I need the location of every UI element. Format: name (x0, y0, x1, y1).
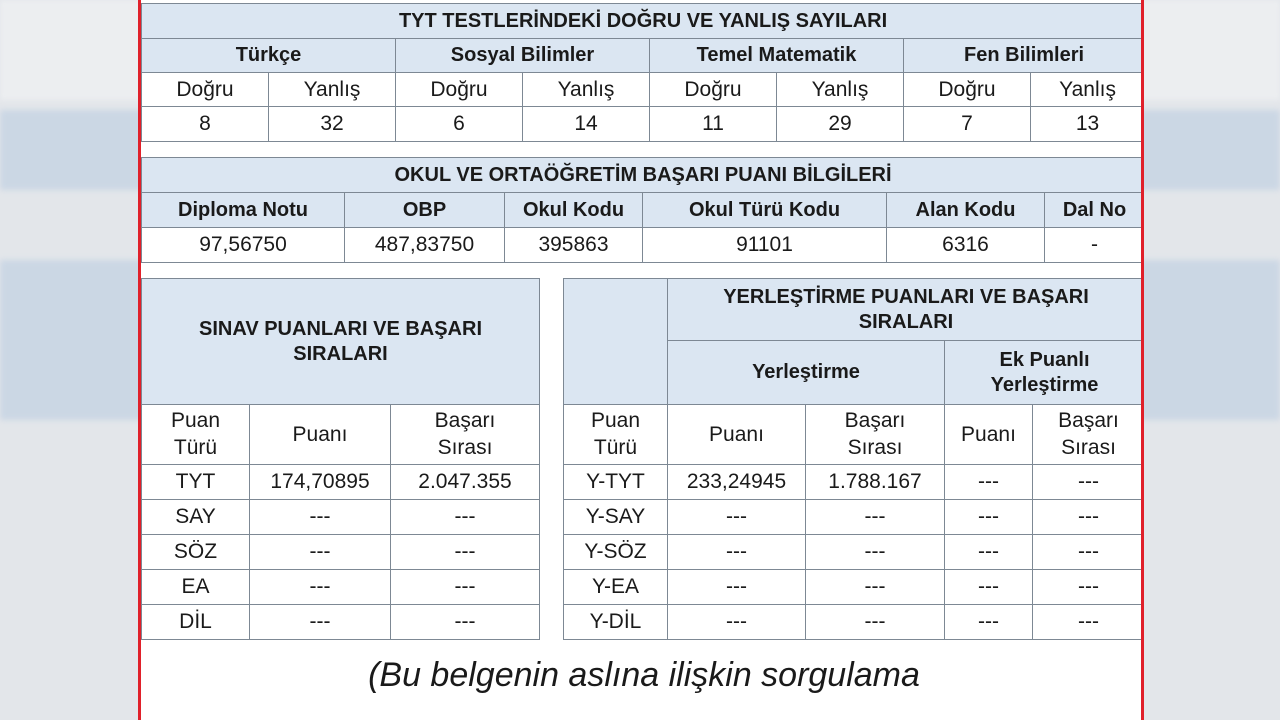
placement-row-rank: 1.788.167 (806, 465, 945, 500)
placement-row-rank: --- (806, 570, 945, 605)
exam-row-rank: --- (391, 500, 540, 535)
exam-row-type: SAY (142, 500, 250, 535)
placement-row-score: --- (668, 535, 806, 570)
exam-row-type: TYT (142, 465, 250, 500)
count-value: 32 (269, 107, 396, 142)
exam-row-rank: --- (391, 570, 540, 605)
placement-corner (564, 279, 668, 405)
extra-row-score: --- (945, 500, 1033, 535)
exam-row-type: EA (142, 570, 250, 605)
col-label: Doğru (396, 73, 523, 107)
school-value: 6316 (887, 228, 1045, 263)
placement-row-rank: --- (806, 605, 945, 640)
col-label: Yanlış (523, 73, 650, 107)
placement-header: Puanı (668, 405, 806, 465)
exam-row-rank: --- (391, 535, 540, 570)
placement-row-type: Y-SÖZ (564, 535, 668, 570)
subject-sosyal: Sosyal Bilimler (396, 39, 650, 73)
tyt-counts-table (141, 3, 1144, 142)
placement-row-rank: --- (806, 535, 945, 570)
col-label: Yanlış (269, 73, 396, 107)
extra-row-rank: --- (1033, 570, 1145, 605)
verification-note: (Bu belgenin aslına ilişkin sorgulama (368, 656, 920, 694)
school-header: OBP (345, 193, 505, 228)
school-info-title: OKUL VE ORTAÖĞRETİM BAŞARI PUANI BİLGİLERİ (142, 158, 1145, 193)
exam-header: Puanı (250, 405, 391, 465)
exam-row-rank: 2.047.355 (391, 465, 540, 500)
placement-row-type: Y-SAY (564, 500, 668, 535)
exam-scores-title: SINAV PUANLARI VE BAŞARI SIRALARI (142, 279, 540, 405)
placement-row-type: Y-DİL (564, 605, 668, 640)
extra-row-score: --- (945, 570, 1033, 605)
school-header: Okul Türü Kodu (643, 193, 887, 228)
exam-row-type: SÖZ (142, 535, 250, 570)
placement-group: Yerleştirme (668, 341, 945, 405)
subject-matematik: Temel Matematik (650, 39, 904, 73)
col-label: Doğru (142, 73, 269, 107)
count-value: 7 (904, 107, 1031, 142)
placement-header: Puanı (945, 405, 1033, 465)
col-label: Doğru (904, 73, 1031, 107)
tyt-counts-title: TYT TESTLERİNDEKİ DOĞRU VE YANLIŞ SAYILARI (142, 4, 1145, 39)
school-header: Diploma Notu (142, 193, 345, 228)
exam-scores-table (141, 278, 540, 640)
exam-row-type: DİL (142, 605, 250, 640)
school-value: 91101 (643, 228, 887, 263)
school-value: 97,56750 (142, 228, 345, 263)
school-value: - (1045, 228, 1145, 263)
col-label: Yanlış (1031, 73, 1145, 107)
placement-row-rank: --- (806, 500, 945, 535)
exam-row-score: --- (250, 570, 391, 605)
extra-row-rank: --- (1033, 500, 1145, 535)
count-value: 13 (1031, 107, 1145, 142)
placement-row-score: --- (668, 500, 806, 535)
extra-row-score: --- (945, 605, 1033, 640)
school-header: Okul Kodu (505, 193, 643, 228)
placement-scores-title: YERLEŞTİRME PUANLARI VE BAŞARI SIRALARI (668, 279, 1145, 341)
count-value: 8 (142, 107, 269, 142)
placement-row-score: --- (668, 570, 806, 605)
placement-scores-table (563, 278, 1144, 640)
exam-row-score: --- (250, 535, 391, 570)
col-label: Yanlış (777, 73, 904, 107)
subject-fen: Fen Bilimleri (904, 39, 1145, 73)
extra-row-rank: --- (1033, 465, 1145, 500)
placement-header: Başarı Sırası (1033, 405, 1145, 465)
col-label: Doğru (650, 73, 777, 107)
school-header: Alan Kodu (887, 193, 1045, 228)
count-value: 6 (396, 107, 523, 142)
placement-row-type: Y-TYT (564, 465, 668, 500)
extra-row-score: --- (945, 535, 1033, 570)
subject-turkce: Türkçe (142, 39, 396, 73)
exam-header: Başarı Sırası (391, 405, 540, 465)
extra-row-rank: --- (1033, 535, 1145, 570)
document-sheet (138, 0, 1144, 720)
exam-row-score: --- (250, 605, 391, 640)
placement-row-score: --- (668, 605, 806, 640)
school-value: 395863 (505, 228, 643, 263)
placement-row-type: Y-EA (564, 570, 668, 605)
exam-row-rank: --- (391, 605, 540, 640)
exam-row-score: 174,70895 (250, 465, 391, 500)
extra-row-score: --- (945, 465, 1033, 500)
school-info-table (141, 157, 1144, 263)
count-value: 14 (523, 107, 650, 142)
school-value: 487,83750 (345, 228, 505, 263)
exam-row-score: --- (250, 500, 391, 535)
count-value: 11 (650, 107, 777, 142)
extra-placement-group: Ek Puanlı Yerleştirme (945, 341, 1145, 405)
count-value: 29 (777, 107, 904, 142)
placement-header: Başarı Sırası (806, 405, 945, 465)
placement-header: Puan Türü (564, 405, 668, 465)
school-header: Dal No (1045, 193, 1145, 228)
extra-row-rank: --- (1033, 605, 1145, 640)
exam-header: Puan Türü (142, 405, 250, 465)
placement-row-score: 233,24945 (668, 465, 806, 500)
